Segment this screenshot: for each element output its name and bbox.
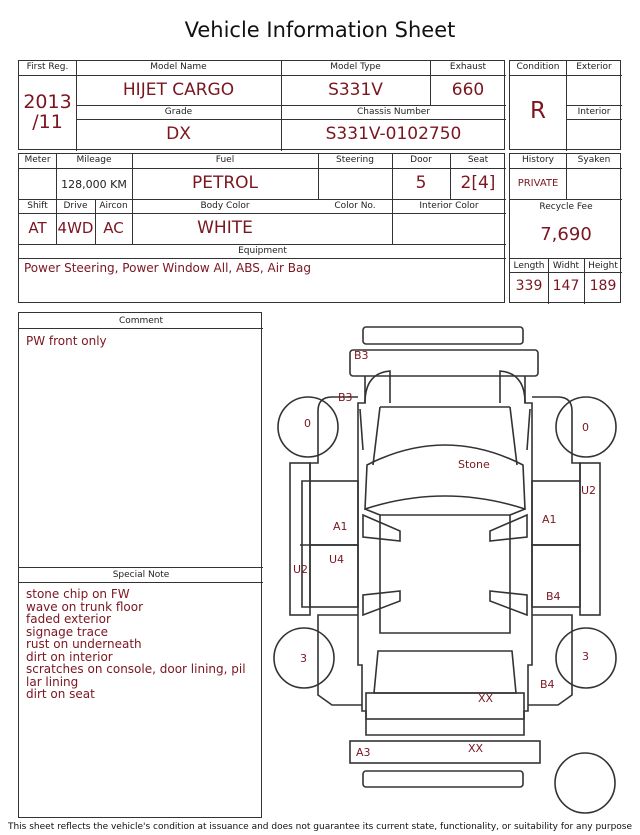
shift-label: Shift xyxy=(27,201,48,211)
left-door-divider-shape xyxy=(300,481,310,607)
left-rear-quarter-shape xyxy=(318,615,362,705)
condition-table xyxy=(509,60,621,150)
syaken-label: Syaken xyxy=(577,155,611,165)
right-front-window-shape xyxy=(490,515,527,541)
special-note-line: scratches on console, door lining, pil xyxy=(26,662,246,676)
equipment-value: Power Steering, Power Window All, ABS, Air Bag xyxy=(24,261,312,275)
special-note-list xyxy=(26,588,261,701)
special-note-line: signage trace xyxy=(26,624,108,639)
history-value: PRIVATE xyxy=(517,178,559,189)
rear-bumper-shape xyxy=(363,771,523,787)
door-value: 5 xyxy=(415,173,427,193)
mark-left-front-door: A1 xyxy=(333,520,348,533)
aircon-value: AC xyxy=(103,219,124,237)
body-color-value: WHITE xyxy=(197,218,253,238)
shift-value: AT xyxy=(28,219,47,237)
rear-panel-shape xyxy=(350,741,540,763)
height-value: 189 xyxy=(589,278,617,294)
mark-front-left-wheel: 0 xyxy=(304,417,311,430)
special-note-line: wave on trunk floor xyxy=(26,599,144,614)
width-label: Widht xyxy=(552,261,580,271)
comment-text: PW front only xyxy=(26,334,107,348)
condition-label: Condition xyxy=(516,62,560,72)
first-reg-year: 2013 xyxy=(23,91,72,113)
exhaust-value: 660 xyxy=(451,80,485,100)
special-note-line: dirt on seat xyxy=(26,687,95,701)
special-note-line: rust on underneath xyxy=(26,637,142,651)
vehicle-detail-table xyxy=(18,153,505,303)
drive-value: 4WD xyxy=(57,219,94,237)
mileage-label: Mileage xyxy=(76,155,112,165)
grade-label: Grade xyxy=(164,107,193,117)
roof-front-line-shape xyxy=(365,509,525,515)
fuel-label: Fuel xyxy=(215,155,235,165)
windshield-shape xyxy=(365,445,525,509)
history-table xyxy=(509,153,621,303)
mark-front-bumper: B3 xyxy=(354,349,369,362)
mark-rear-left-wheel: 3 xyxy=(300,652,307,665)
height-label: Height xyxy=(588,261,618,271)
mark-right-rear-quarter: B4 xyxy=(540,678,555,691)
mileage-value: 128,000 KM xyxy=(61,178,127,191)
mark-windshield: Stone xyxy=(458,458,490,471)
rear-gate-shape xyxy=(366,693,524,719)
steering-label: Steering xyxy=(336,155,374,165)
model-type-value: S331V xyxy=(328,80,383,100)
interior-color-label: Interior Color xyxy=(419,201,479,211)
exterior-label: Exterior xyxy=(576,62,612,72)
aircon-label: Aircon xyxy=(99,201,128,211)
mark-left-rear-door: U4 xyxy=(329,553,345,566)
mark-rear-panel-right: XX xyxy=(468,742,484,755)
mark-right-front-door: A1 xyxy=(542,513,557,526)
special-note-label: Special Note xyxy=(112,570,170,580)
mark-front-right-wheel: 0 xyxy=(582,421,589,434)
grade-value: DX xyxy=(166,124,191,144)
model-name-label: Model Name xyxy=(150,62,207,72)
mark-rear-gate: XX xyxy=(478,692,494,705)
door-label: Door xyxy=(410,155,432,165)
color-no-label: Color No. xyxy=(334,201,376,211)
length-value: 339 xyxy=(515,278,543,294)
seat-label: Seat xyxy=(467,155,489,165)
width-value: 147 xyxy=(552,278,580,294)
comment-label: Comment xyxy=(118,316,164,326)
front-panel-shape xyxy=(350,350,538,376)
drive-label: Drive xyxy=(63,201,88,211)
model-name-value: HIJET CARGO xyxy=(122,80,235,100)
first-reg-label: First Reg. xyxy=(26,62,69,72)
seat-value: 2[4] xyxy=(460,173,496,193)
first-reg-month: /11 xyxy=(32,111,63,133)
right-rear-window-shape xyxy=(490,591,527,615)
mark-left-sill: U2 xyxy=(293,563,309,576)
rear-window-shape xyxy=(374,651,516,693)
mark-right-sill: U2 xyxy=(581,484,597,497)
mark-right-rear-door: B4 xyxy=(546,590,561,603)
chassis-label: Chassis Number xyxy=(356,107,431,117)
right-rear-quarter-shape xyxy=(528,615,572,705)
front-bumper-shape xyxy=(363,327,523,344)
mark-rear-panel: A3 xyxy=(356,746,371,759)
model-type-label: Model Type xyxy=(330,62,381,72)
special-note-line: faded exterior xyxy=(26,612,111,626)
footer-disclaimer: This sheet reflects the vehicle's condition at issuance and does not guarantee its current state, functionality, or suitability for any purpose xyxy=(7,822,633,832)
comment-panel xyxy=(18,312,262,818)
left-sill-shape xyxy=(290,463,310,615)
vehicle-damage-diagram xyxy=(270,315,630,825)
recycle-fee-label: Recycle Fee xyxy=(539,202,593,212)
left-mirror-shape xyxy=(310,397,358,481)
equipment-label: Equipment xyxy=(238,246,287,256)
exhaust-label: Exhaust xyxy=(449,62,487,72)
page-title: Vehicle Information Sheet xyxy=(184,18,456,42)
meter-label: Meter xyxy=(24,155,51,165)
condition-value: R xyxy=(530,98,546,124)
interior-label: Interior xyxy=(577,107,611,117)
recycle-fee-value: 7,690 xyxy=(540,224,592,245)
left-front-door-shape xyxy=(310,481,358,545)
body-outline-shape xyxy=(358,376,532,735)
left-rear-window-shape xyxy=(363,591,400,615)
mark-rear-right-wheel: 3 xyxy=(582,650,589,663)
mark-front-panel: B3 xyxy=(338,391,353,404)
special-note-line: stone chip on FW xyxy=(26,587,130,601)
left-front-window-shape xyxy=(363,515,400,541)
special-note-line: dirt on interior xyxy=(26,649,113,664)
chassis-value: S331V-0102750 xyxy=(325,124,462,144)
right-mirror-shape xyxy=(532,397,580,481)
spare-wheel-shape xyxy=(555,753,615,813)
history-label: History xyxy=(521,155,555,165)
length-label: Length xyxy=(513,261,545,271)
fuel-value: PETROL xyxy=(191,173,259,193)
body-color-label: Body Color xyxy=(200,201,250,211)
vehicle-basic-info-table xyxy=(18,60,505,150)
special-note-line: lar lining xyxy=(26,674,79,689)
